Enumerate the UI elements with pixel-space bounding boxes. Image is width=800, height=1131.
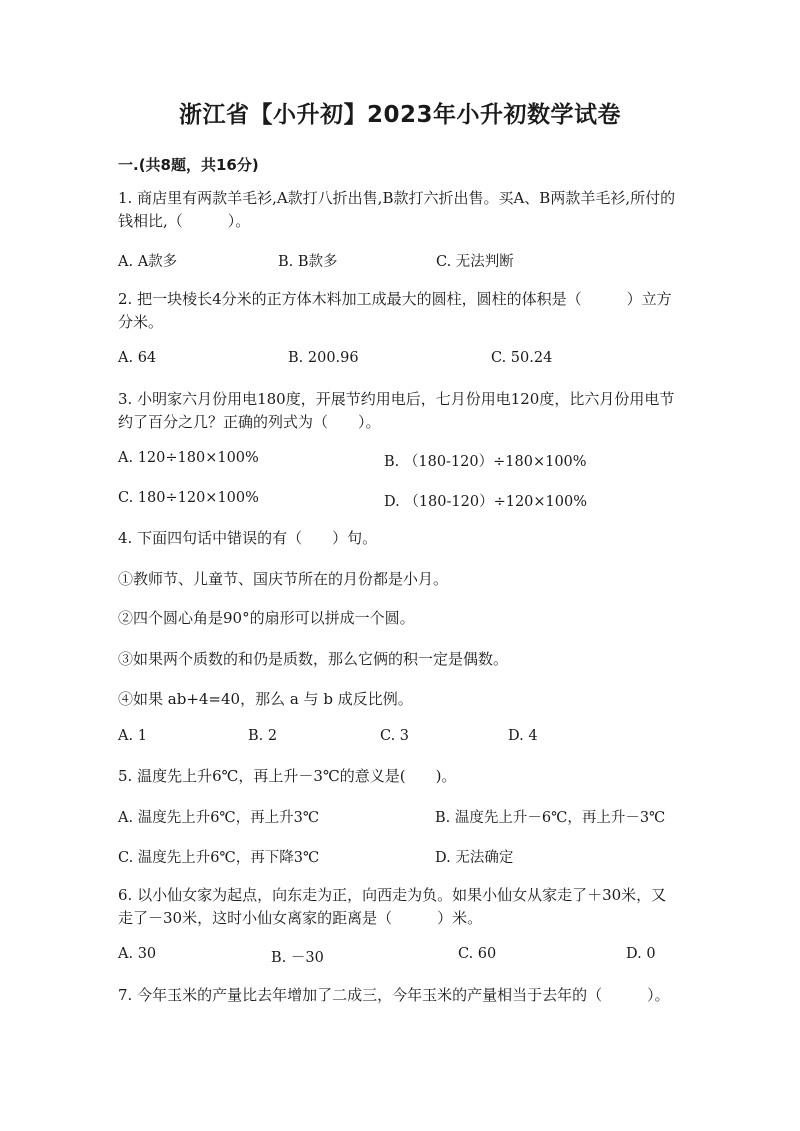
question-3-option-c[interactable]: C. 180÷120×100%: [118, 490, 259, 506]
question-6-options: [118, 946, 698, 968]
question-1-options: [118, 250, 698, 272]
question-3-option-d[interactable]: D. （180-120）÷120×100%: [384, 494, 588, 510]
question-2-option-a[interactable]: A. 64: [118, 350, 157, 366]
question-4-option-b[interactable]: B. 2: [248, 728, 278, 744]
question-1-text: 1. 商店里有两款羊毛衫,A款打八折出售,B款打六折出售。买A、B两款羊毛衫,所付的钱相比,（ ）。: [118, 189, 676, 230]
question-5-option-b[interactable]: B. 温度先上升－6℃，再上升－3℃: [435, 810, 666, 826]
question-5-option-c[interactable]: C. 温度先上升6℃，再下降3℃: [118, 850, 320, 866]
question-7-text: 7. 今年玉米的产量比去年增加了二成三，今年玉米的产量相当于去年的（ ）。: [118, 986, 670, 1004]
question-3-text: 3. 小明家六月份用电180度，开展节约用电后，七月份用电120度，比六月份用电节约了百分之几？正确的列式为（ ）。: [118, 390, 675, 431]
question-3-option-a[interactable]: A. 120÷180×100%: [118, 450, 259, 466]
question-5-option-d[interactable]: D. 无法确定: [435, 850, 514, 866]
question-6-option-b[interactable]: B. －30: [271, 950, 324, 966]
question-5-options-row-2: [118, 846, 698, 868]
question-4-statement-2: ②四个圆心角是90°的扇形可以拼成一个圆。: [118, 609, 415, 627]
question-4-text: 4. 下面四句话中错误的有（ ）句。: [118, 529, 378, 547]
question-4-statement-3: ③如果两个质数的和仍是质数，那么它俩的积一定是偶数。: [118, 650, 509, 668]
question-3-option-b[interactable]: B. （180-120）÷180×100%: [384, 454, 587, 470]
question-4-options: [118, 728, 698, 750]
question-6-option-c[interactable]: C. 60: [458, 946, 497, 962]
question-5-options-row-1: [118, 806, 698, 828]
question-1-option-b[interactable]: B. B款多: [278, 254, 338, 270]
question-4-option-d[interactable]: D. 4: [508, 728, 538, 744]
question-6-option-d[interactable]: D. 0: [626, 946, 656, 962]
question-5-option-a[interactable]: A. 温度先上升6℃，再上升3℃: [118, 810, 320, 826]
question-1-option-c[interactable]: C. 无法判断: [436, 254, 514, 270]
question-3-options-row-1: [118, 450, 698, 472]
question-1-option-a[interactable]: A. A款多: [118, 254, 178, 270]
question-6-option-a[interactable]: A. 30: [118, 946, 157, 962]
question-2-option-c[interactable]: C. 50.24: [491, 350, 553, 366]
question-2-text: 2. 把一块棱长4分米的正方体木料加工成最大的圆柱，圆柱的体积是（ ）立方分米。: [118, 290, 672, 331]
question-4-option-a[interactable]: A. 1: [118, 728, 147, 744]
exam-title: 浙江省【小升初】2023年小升初数学试卷: [178, 102, 621, 128]
question-2-options: [118, 350, 698, 372]
question-4-option-c[interactable]: C. 3: [380, 728, 410, 744]
question-6-text: 6. 以小仙女家为起点，向东走为正，向西走为负。如果小仙女从家走了＋30米，又走了－30米，这时小仙女离家的距离是（ ）米。: [118, 886, 667, 927]
question-4-statement-1: ①教师节、儿童节、国庆节所在的月份都是小月。: [118, 570, 449, 588]
question-3-options-row-2: [118, 490, 698, 512]
question-5-text: 5. 温度先上升6℃，再上升－3℃的意义是( )。: [118, 767, 457, 785]
question-2-option-b[interactable]: B. 200.96: [288, 350, 359, 366]
question-4-statement-4: ④如果 ab+4=40，那么 a 与 b 成反比例。: [118, 690, 413, 708]
section-header: 一.(共8题，共16分): [118, 156, 259, 174]
